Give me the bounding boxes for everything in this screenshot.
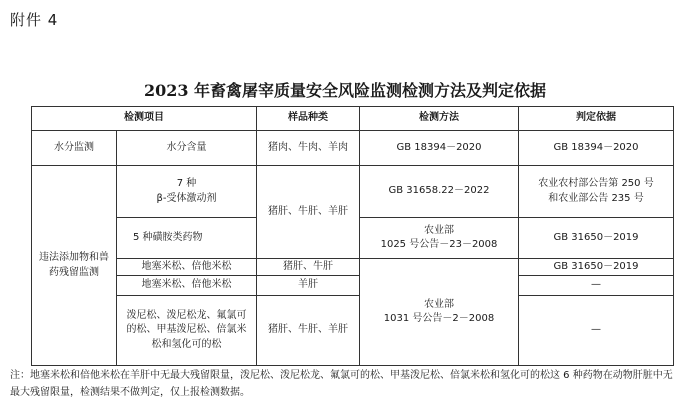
sample-cell: 猪肉、牛肉、羊肉: [257, 131, 360, 166]
header-method: 检测方法: [360, 107, 519, 131]
item-line: β-受体激动剂: [156, 192, 217, 204]
table-row: [32, 276, 674, 296]
header-item: 检测项目: [32, 107, 257, 131]
table-row: [32, 131, 674, 166]
category-cell: [32, 166, 117, 366]
item-line: 7 种: [176, 178, 197, 189]
method-line: 1025 号公告－23－2008: [380, 239, 498, 250]
sample-cell: 羊肝: [257, 276, 360, 296]
item-cell: 地塞米松、倍他米松: [117, 276, 257, 296]
table-row: [32, 166, 674, 218]
basis-cell: [519, 166, 674, 218]
item-cell: [117, 296, 257, 366]
header-sample: 样品种类: [257, 107, 360, 131]
table-row: [32, 296, 674, 366]
method-line: 农业部: [424, 224, 454, 236]
table-row: [32, 259, 674, 276]
basis-cell: GB 31650－2019: [519, 259, 674, 276]
item-cell: 水分含量: [117, 131, 257, 166]
page-title: 2023 年畜禽屠宰质量安全风险监测检测方法及判定依据: [143, 81, 547, 100]
basis-cell: GB 18394－2020: [519, 131, 674, 166]
basis-line: 和农业部公告 235 号: [548, 192, 644, 204]
category-cell: 水分监测: [32, 131, 117, 166]
table-footnote: 注：地塞米松和倍他米松在羊肝中无最大残留限量，泼尼松、泼尼松龙、氟氯可的松、甲基泼尼松、倍氯米松和氢化可的松这 6 种药物在动物肝脏中无最大残留限量，检测结果不做判定，仅上报检测数据。: [10, 370, 673, 398]
item-cell: 5 种磺胺类药物: [117, 218, 257, 259]
method-line: 1031 号公告－2－2008: [383, 313, 495, 324]
item-cell: [117, 166, 257, 218]
detection-methods-table: [31, 106, 674, 366]
method-cell: [360, 259, 519, 366]
method-line: 农业部: [424, 298, 454, 310]
annex-label: 附件 4: [10, 11, 59, 29]
item-line: 松和氢化可的松: [151, 338, 222, 350]
basis-cell: —: [519, 296, 674, 366]
sample-cell: 猪肝、牛肝、羊肝: [257, 166, 360, 259]
sample-cell: 猪肝、牛肝、羊肝: [257, 296, 360, 366]
item-line: 泼尼松、泼尼松龙、氟氯可: [126, 309, 247, 321]
method-cell: GB 31658.22－2022: [360, 166, 519, 218]
basis-cell: GB 31650－2019: [519, 218, 674, 259]
item-cell: 地塞米松、倍他米松: [117, 259, 257, 276]
method-cell: [360, 218, 519, 259]
basis-line: 农业农村部公告第 250 号: [538, 178, 654, 189]
sample-cell: 猪肝、牛肝: [257, 259, 360, 276]
basis-cell: —: [519, 276, 674, 296]
method-cell: GB 18394－2020: [360, 131, 519, 166]
category-text: 违法添加物和兽药残留监测: [39, 252, 109, 278]
header-basis: 判定依据: [519, 107, 674, 131]
table-header-row: [32, 107, 674, 131]
item-line: 的松、甲基泼尼松、倍氯米: [126, 324, 247, 336]
